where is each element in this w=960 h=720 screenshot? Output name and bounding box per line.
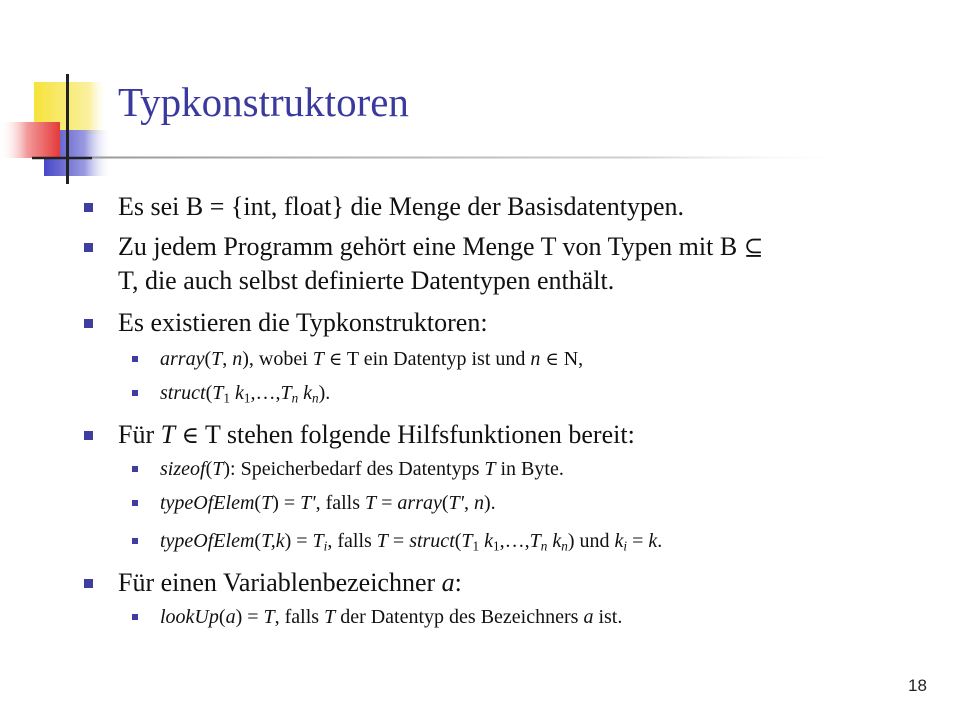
bullet-typkonstruktoren: Es existieren die Typkonstruktoren:: [118, 306, 488, 340]
element-of-symbol: ∈: [545, 349, 559, 370]
bullet-basisdatentypen: Es sei B = {int, float} die Menge der Basisdatentypen.: [118, 190, 684, 224]
sub-bullet-array: array(T, n), wobei T ∈ T ein Datentyp ist und n ∈ N,: [160, 346, 583, 373]
bullet-marker: [84, 579, 93, 588]
sub-bullet-sizeof: sizeof(T): Speicherbedarf des Datentyps T in Byte.: [160, 456, 564, 482]
slide-title: Typkonstruktoren: [118, 79, 409, 125]
bullet-variablenbezeichner: Für einen Variablenbezeichner a:: [118, 566, 462, 600]
bullet-marker: [84, 431, 93, 440]
subseteq-symbol: ⊆: [743, 233, 764, 261]
element-of-symbol: ∈: [181, 421, 199, 449]
bullet-marker: [132, 390, 138, 396]
bullet-programm-typen: Zu jedem Programm gehört eine Menge T von Typen mit B ⊆ T, die auch selbst definierte Datentypen enthält.: [118, 230, 763, 298]
sub-bullet-typeofelem-struct: typeOfElem(T,k) = $T_i$, falls $T = struct(T_1$ $k_1,\dots,T_n$ $k_n$) und $k_i = k$.: [160, 528, 662, 559]
page-number: 18: [908, 676, 927, 695]
bullet-marker: [84, 319, 93, 328]
sub-bullet-typeofelem-array: typeOfElem(T) = T', falls T = array(T', n).: [160, 490, 496, 516]
bullet-marker: [132, 466, 138, 472]
bullet-marker: [132, 614, 138, 620]
bullet-marker: [132, 538, 138, 544]
bullet-marker: [84, 243, 93, 252]
bullet-marker: [84, 203, 93, 212]
sub-bullet-struct: $struct(T_1$ $k_1,\dots,T_n$ $k_n$).: [160, 380, 330, 411]
element-of-symbol: ∈: [328, 349, 343, 370]
bullet-marker: [132, 500, 138, 506]
sub-bullet-lookup: lookUp(a) = T, falls T der Datentyp des Bezeichners a ist.: [160, 604, 622, 630]
bullet-hilfsfunktionen: Für T ∈ T stehen folgende Hilfsfunktionen bereit:: [118, 418, 635, 452]
bullet-marker: [132, 356, 138, 362]
